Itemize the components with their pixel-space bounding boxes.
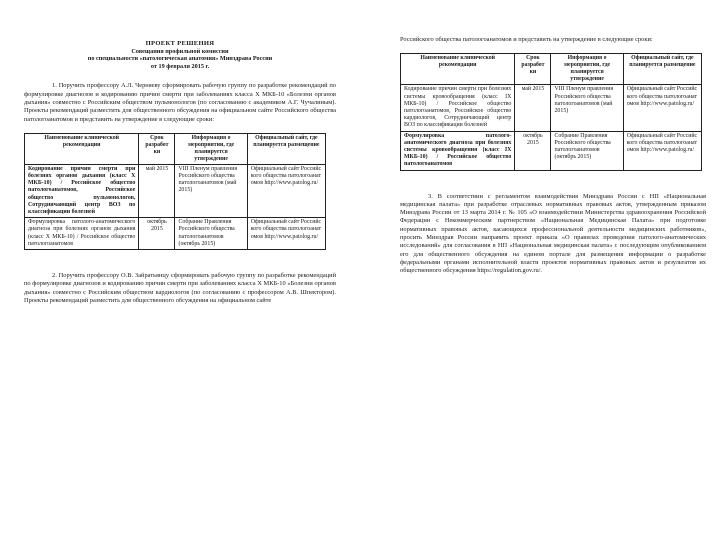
header-line-3: по специальности «патологическая анатомия» Минздрава России [87,55,273,63]
header-site: Официальный сайт, где планируется размещение [623,54,701,85]
header-line-2: Совещания профильной комиссии [131,47,229,55]
recommendations-table-1 [24,133,326,250]
table-row [25,164,326,217]
cell-term: май 2015 [139,164,175,217]
paragraph-2: 2. Поручить профессору О.В. Зайратьянцу сформировать рабочую группу по разработке рекомендаций по формулировке диагнозов и кодированию причин смерти при заболеваниях класса X МКБ-10 «Болезни органов дыхания» совместно с Российским обществом кардиологов (по согласованию с профессором А.В. Шпектором). Проекты рекомендаций разместить для общественного обсуждения на официальном сайте [24,272,336,304]
table-header-row [25,133,326,164]
table-header-row [401,54,702,85]
paragraph-3: 3. В соответствии с регламентом взаимодействия Минздрава России с НП «Национальная медицинская палата» при разработке отраслевых нормативных правовых актов, утвержденным приказом Минздрава России от 13 марта 2014 г. № 105 «О взаимодействии Министерства здравоохранения Российской Федерации с Некоммерческим партнерством «Национальная Медицинская Палата» при подготовке нормативных правовых актов, касающихся профессиональной деятельности медицинских работников», просить Минздрав России направить проект приказа «О правилах проведения патолого-анатомических исследований» для согласования в НП «Национальная медицинская палата» с последующим опубликованием его для общественного обсуждения на едином портале для размещения информации о разработке федеральными органами исполнительной власти проектов нормативных правовых актов и результатов их общественного обсуждения https://regulation.gov.ru/. [400,192,706,275]
table-row [401,131,702,170]
cell-name: Кодирование причин смерти при болезнях органов дыхания (класс X МКБ-10) / Российское общество патологоанатомов, Российское общество пульмонологов, Сотрудничающий центр ВОЗ по классификации болезней [25,164,139,217]
header-info: Информация о мероприятии, где планируется утверждение [175,133,247,164]
header-name: Наименование клинической рекомендации [25,133,139,164]
paragraph-continuation: Российского общества патологоанатомов и представить на утверждение в следующие сроки: [400,36,653,43]
cell-info: VIII Пленум правления Российского общества патологоанатомов (май 2015) [175,164,247,217]
header-term: Срок разработ ки [139,133,175,164]
cell-term: октябрь 2015 [515,131,551,170]
cell-info: VIII Пленум правления Российского общества патологоанатомов (май 2015) [551,85,623,131]
cell-term: май 2015 [515,85,551,131]
cell-site: Официальный сайт Российского общества патологоанатомов http://www.patolog.ru/ [247,218,325,250]
cell-info: Собрание Правления Российского общества патологоанатомов (октябрь 2015) [175,218,247,250]
table-row [401,85,702,131]
cell-site: Официальный сайт Российского общества патологоанатомов http://www.patolog.ru/ [623,85,701,131]
cell-info: Собрание Правления Российского общества патологоанатомов (октябрь 2015) [551,131,623,170]
header-term: Срок разработ ки [515,54,551,85]
header-name: Наименование клинической рекомендации [401,54,515,85]
cell-site: Официальный сайт Российского общества патологоанатомов http://www.patolog.ru/ [623,131,701,170]
header-site: Официальный сайт, где планируется размещение [247,133,325,164]
recommendations-table-2 [400,53,702,170]
document-header [24,40,336,70]
cell-name: Формулировка патолого-анатомического диагноза при болезнях системы кровообращения (класс IX МКБ-10) / Российское общество патологоанатомов [401,131,515,170]
cell-name: Формулировка патолого-анатомического диагноза при болезнях органов дыхания (класс X МКБ-10) / Российское общество патологоанатомов [25,218,139,250]
cell-site: Официальный сайт Российского общества патологоанатомов http://www.patolog.ru/ [247,164,325,217]
page-right [360,0,720,540]
header-info: Информация о мероприятии, где планируется утверждение [551,54,623,85]
cell-term: октябрь 2015 [139,218,175,250]
paragraph-1: 1. Поручить профессору А.Л. Черняеву сформировать рабочую группу по разработке рекомендаций по формулировке диагнозов и кодированию причин смерти при заболеваниях класса X МКБ-10 «Болезни органов дыхания» совместно с Российским обществом пульмонологов (по согласованию с академиком А.Г. Чучалиным). Проекты рекомендаций разместить для общественного обсуждения на официальном сайте Российского общества патологоанатомов и представить на утверждение в следующие сроки: [24,82,336,123]
cell-name: Кодирование причин смерти при болезнях системы кровообращения (класс IX МКБ-10) / Российское общество патологоанатомов, Российское общество кардиологов, Сотрудничающий центр ВОЗ по классификации болезней [401,85,515,131]
document-title: ПРОЕКТ РЕШЕНИЯ [145,40,215,47]
header-date: от 19 февраля 2015 г. [150,62,210,70]
table-row [25,218,326,250]
